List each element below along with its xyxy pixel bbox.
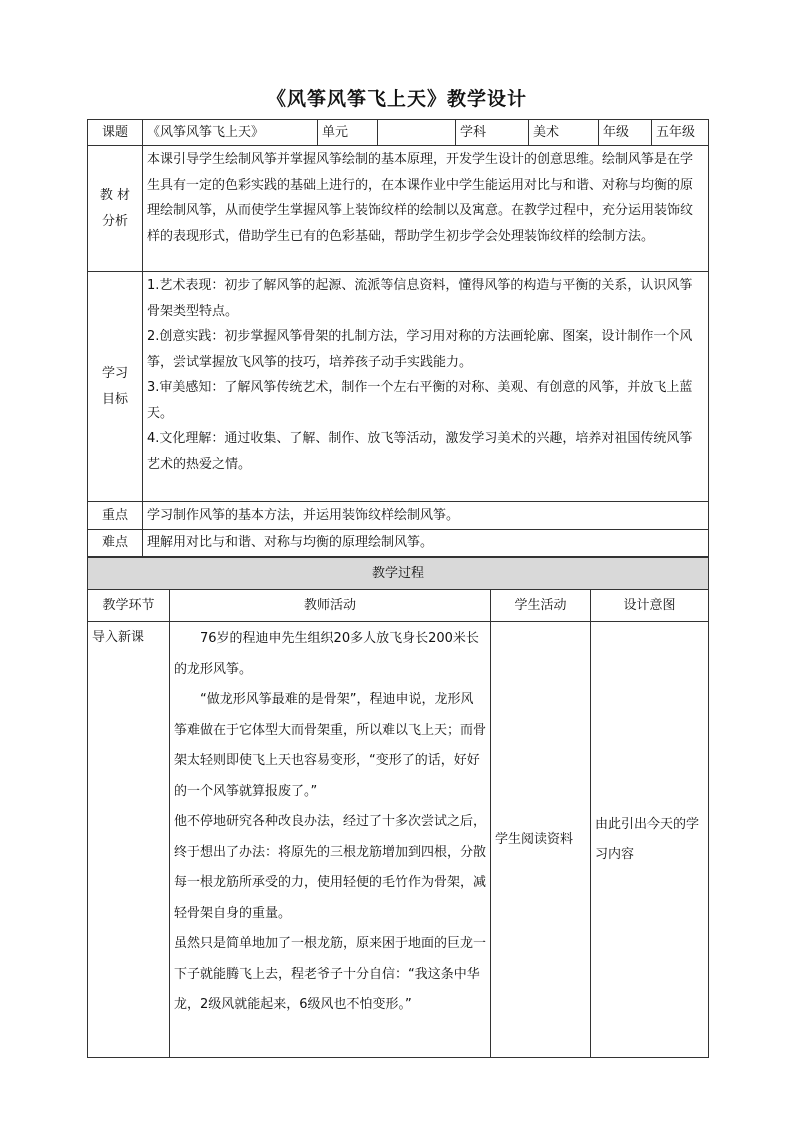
design-intent-cell: 由此引出今天的学习内容 — [591, 622, 709, 1058]
topic-label: 课题 — [88, 120, 143, 146]
analysis-text: 本课引导学生绘制风筝并掌握风筝绘制的基本原理，开发学生设计的创意思维。绘制风筝是在学生具有一定的色彩实践的基础上进行的，在本课作业中学生能运用对比与和谐、对称与均衡的原理绘制风筝，从而使学生掌握风筝上装饰纹样的绘制以及寓意。在教学过程中，充分运用装饰纹样的表现形式，借助学生已有的色彩基础，帮助学生初步学会处理装饰纹样的绘制方法。 — [143, 146, 709, 272]
subject-value: 美术 — [529, 120, 599, 146]
grade-value: 五年级 — [652, 120, 709, 146]
teacher-paragraph: 他不停地研究各种改良办法，经过了十多次尝试之后，终于想出了办法：将原先的三根龙筋增加到四根，分散每一根龙筋所承受的力，使用轻便的毛竹作为骨架，减轻骨架自身的重量。 — [174, 814, 487, 921]
process-heading: 教学过程 — [88, 558, 709, 590]
col-header-stage: 教学环节 — [88, 590, 170, 622]
unit-label: 单元 — [318, 120, 378, 146]
lesson-info-table — [87, 119, 709, 557]
difficulty-text: 理解用对比与和谐、对称与均衡的原理绘制风筝。 — [143, 530, 709, 557]
goal-item: 4.文化理解：通过收集、了解、制作、放飞等活动，激发学习美术的兴趣，培养对祖国传统风筝艺术的热爱之情。 — [147, 431, 693, 472]
analysis-label-line1: 教 材 — [99, 187, 131, 203]
goal-item: 1.艺术表现：初步了解风筝的起源、流派等信息资料，懂得风筝的构造与平衡的关系，认识风筝骨架类型特点。 — [147, 278, 693, 319]
key-point-text: 学习制作风筝的基本方法，并运用装饰纹样绘制风筝。 — [143, 502, 709, 530]
student-activity-cell: 学生阅读资料 — [491, 622, 591, 1058]
goals-row — [88, 272, 709, 502]
stage-cell: 导入新课 — [88, 622, 170, 1058]
difficulty-label: 难点 — [88, 530, 143, 557]
col-header-intent: 设计意图 — [591, 590, 709, 622]
process-row — [88, 622, 709, 1058]
teacher-activity-cell — [170, 622, 491, 1058]
key-point-label: 重点 — [88, 502, 143, 530]
analysis-label — [88, 146, 143, 272]
subject-label: 学科 — [456, 120, 529, 146]
key-point-row — [88, 502, 709, 530]
teacher-paragraph: 虽然只是简单地加了一根龙筋，原来困于地面的巨龙一下子就能腾飞上去，程老爷子十分自信：“我这条中华龙，2级风就能起来，6级风也不怕变形。” — [174, 936, 487, 1012]
info-row — [88, 120, 709, 146]
page-title: 《风筝风筝飞上天》教学设计 — [266, 88, 527, 110]
topic-value: 《风筝风筝飞上天》 — [143, 120, 318, 146]
analysis-row — [88, 146, 709, 272]
analysis-label-line2: 分析 — [101, 213, 128, 229]
teacher-paragraph: 76岁的程迪申先生组织20多人放飞身长200米长的龙形风筝。 — [174, 631, 479, 677]
goals-list — [143, 272, 709, 502]
process-table — [87, 557, 709, 1058]
goal-item: 2.创意实践：初步掌握风筝骨架的扎制方法，学习用对称的方法画轮廓、图案，设计制作一个风筝，尝试掌握放飞风筝的技巧，培养孩子动手实践能力。 — [147, 329, 693, 370]
grade-label: 年级 — [599, 120, 652, 146]
goals-label — [88, 272, 143, 502]
goal-item: 3.审美感知：了解风筝传统艺术，制作一个左右平衡的对称、美观、有创意的风筝，并放飞上蓝天。 — [147, 380, 693, 421]
difficulty-row — [88, 530, 709, 557]
goals-label-line1: 学习 — [101, 365, 128, 381]
teacher-paragraph: “做龙形风筝最难的是骨架”，程迪申说，龙形风筝难做在于它体型大而骨架重，所以难以飞上天；而骨架太轻则即使飞上天也容易变形，“变形了的话，好好的一个风筝就算报废了。” — [174, 692, 487, 799]
col-header-student: 学生活动 — [491, 590, 591, 622]
goals-label-line2: 目标 — [101, 391, 128, 407]
process-header-row — [88, 590, 709, 622]
col-header-teacher: 教师活动 — [170, 590, 491, 622]
unit-value — [378, 120, 456, 146]
